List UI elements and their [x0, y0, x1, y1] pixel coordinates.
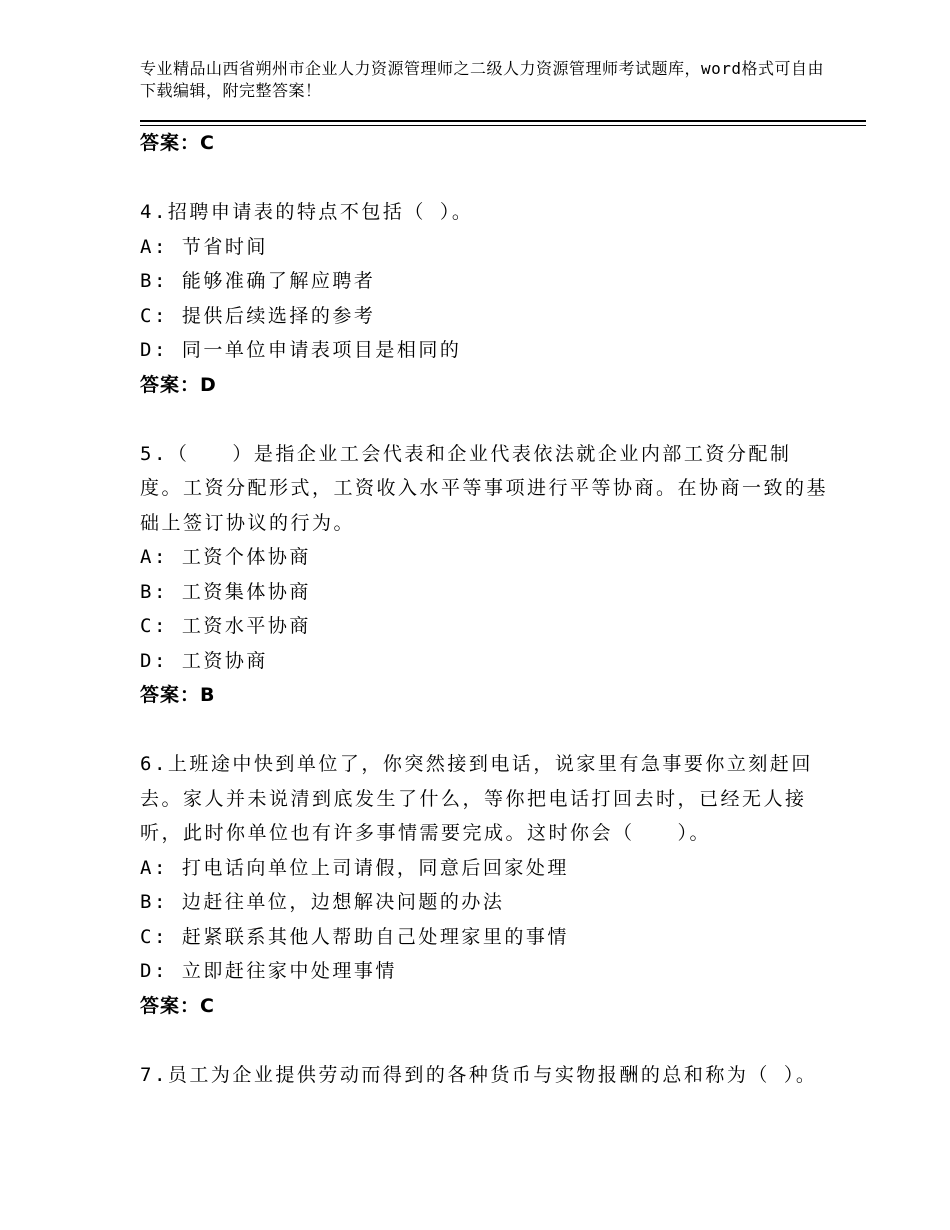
option-d: D: 工资协商 [140, 649, 268, 672]
question-stem: 5.（ ）是指企业工会代表和企业代表依法就企业内部工资分配制度。工资分配形式，工资收入水平等事项进行平等协商。在协商一致的基础上签订协议的行为。 [140, 442, 829, 534]
header-rule-thick [140, 120, 866, 122]
question-stem: 6.上班途中快到单位了，你突然接到电话，说家里有急事要你立刻赶回去。家人并未说清到底发生了什么，等你把电话打回去时，已经无人接听，此时你单位也有许多事情需要完成。这时你会（ ）。 [140, 753, 813, 844]
question-stem: 7.员工为企业提供劳动而得到的各种货币与实物报酬的总和称为（ ）。 [140, 1063, 818, 1086]
option-c: C: 工资水平协商 [140, 615, 311, 637]
question-5 [140, 437, 830, 713]
page-header: 专业精品山西省朔州市企业人力资源管理师之二级人力资源管理师考试题库，word格式可自由下载编辑，附完整答案！ [140, 59, 825, 100]
answer-line: 答案：C [140, 132, 215, 154]
option-b: B: 边赶往单位，边想解决问题的办法 [140, 891, 505, 913]
answer-line: 答案：B [140, 684, 216, 706]
document-body [140, 126, 830, 1092]
question-stem: 4.招聘申请表的特点不包括（ ）。 [140, 201, 474, 223]
option-c: C: 赶紧联系其他人帮助自己处理家里的事情 [140, 925, 569, 948]
option-d: D: 立即赶往家中处理事情 [140, 960, 397, 982]
answer-line: 答案：D [140, 373, 217, 396]
option-b: B: 工资集体协商 [140, 580, 311, 603]
question-6 [140, 747, 830, 1023]
option-a: A: 工资个体协商 [140, 546, 311, 568]
option-a: A: 节省时间 [140, 235, 268, 258]
option-c: C: 提供后续选择的参考 [140, 304, 376, 327]
option-b: B: 能够准确了解应聘者 [140, 270, 376, 292]
question-7 [140, 1058, 830, 1093]
question-4 [140, 195, 830, 402]
option-a: A: 打电话向单位上司请假，同意后回家处理 [140, 856, 569, 879]
option-d: D: 同一单位申请表项目是相同的 [140, 339, 462, 361]
answer-line: 答案：C [140, 994, 215, 1017]
